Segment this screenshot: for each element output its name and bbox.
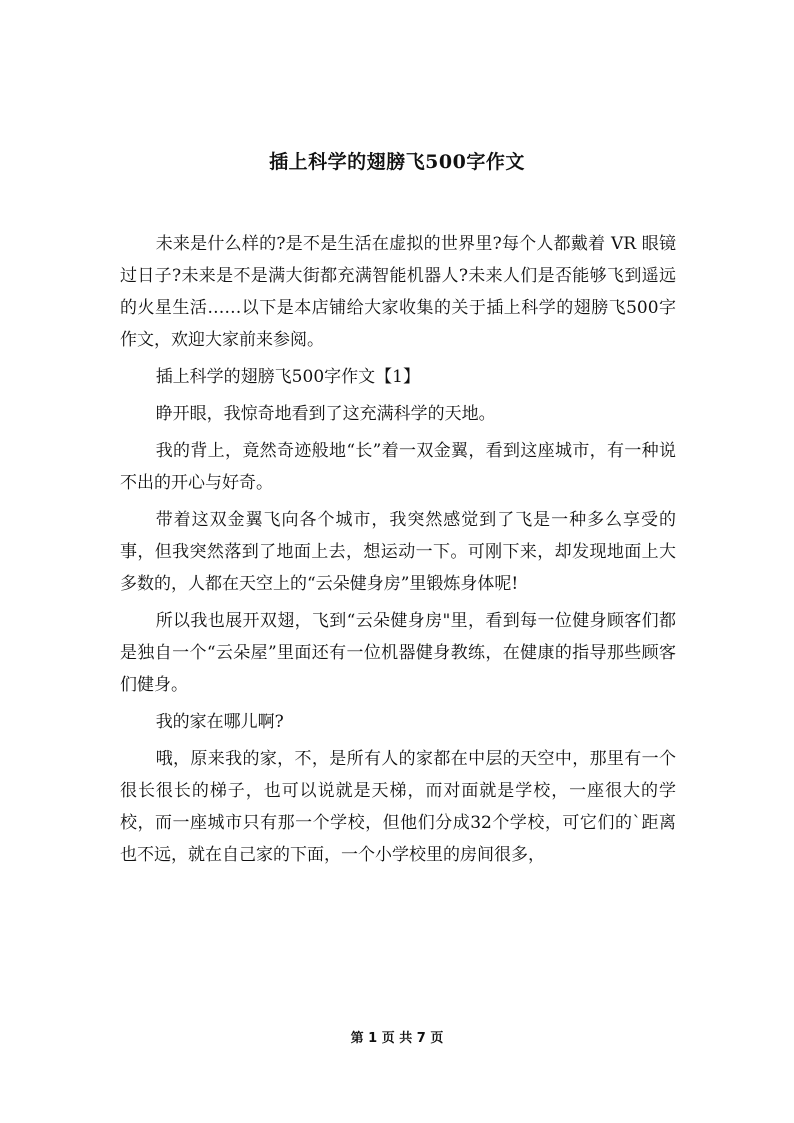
paragraph: 哦，原来我的家，不，是所有人的家都在中层的天空中，那里有一个很长很长的梯子，也可以说就是天梯，而对面就是学校，一座很大的学校，而一座城市只有那一个学校，但他们分成32个学校，可它们的`距离也不远，就在自己家的下面，一个小学校里的房间很多， — [120, 749, 676, 865]
paragraph: 我的家在哪儿啊? — [155, 712, 284, 732]
paragraph: 睁开眼，我惊奇地看到了这充满科学的天地。 — [155, 404, 496, 424]
paragraph: 带着这双金翼飞向各个城市，我突然感觉到了飞是一种多么享受的事，但我突然落到了地面上去，想运动一下。可刚下来，却发现地面上大多数的，人都在天空上的“云朵健身房”里锻炼身体呢! — [120, 510, 676, 594]
document-title: 插上科学的翅膀飞500字作文 — [269, 151, 525, 173]
paragraph: 我的背上，竟然奇迹般地“长”着一双金翼，看到这座城市，有一种说不出的开心与好奇。 — [120, 441, 676, 493]
paragraph-intro: 未来是什么样的?是不是生活在虚拟的世界里?每个人都戴着 VR 眼镜过日子?未来是不是满大街都充满智能机器人?未来人们是否能够飞到遥远的火星生活……以下是本店铺给大家收集的关于插上科学的翅膀飞500字作文，欢迎大家前来参阅。 — [120, 234, 676, 350]
page-number-footer: 第 1 页 共 7 页 — [350, 1031, 444, 1046]
paragraph-section-heading: 插上科学的翅膀飞500字作文【1】 — [155, 367, 420, 387]
paragraph: 所以我也展开双翅，飞到“云朵健身房"里，看到每一位健身顾客们都是独自一个“云朵屋”里面还有一位机器健身教练，在健康的指导那些顾客们健身。 — [120, 611, 676, 695]
document-body — [120, 228, 676, 876]
